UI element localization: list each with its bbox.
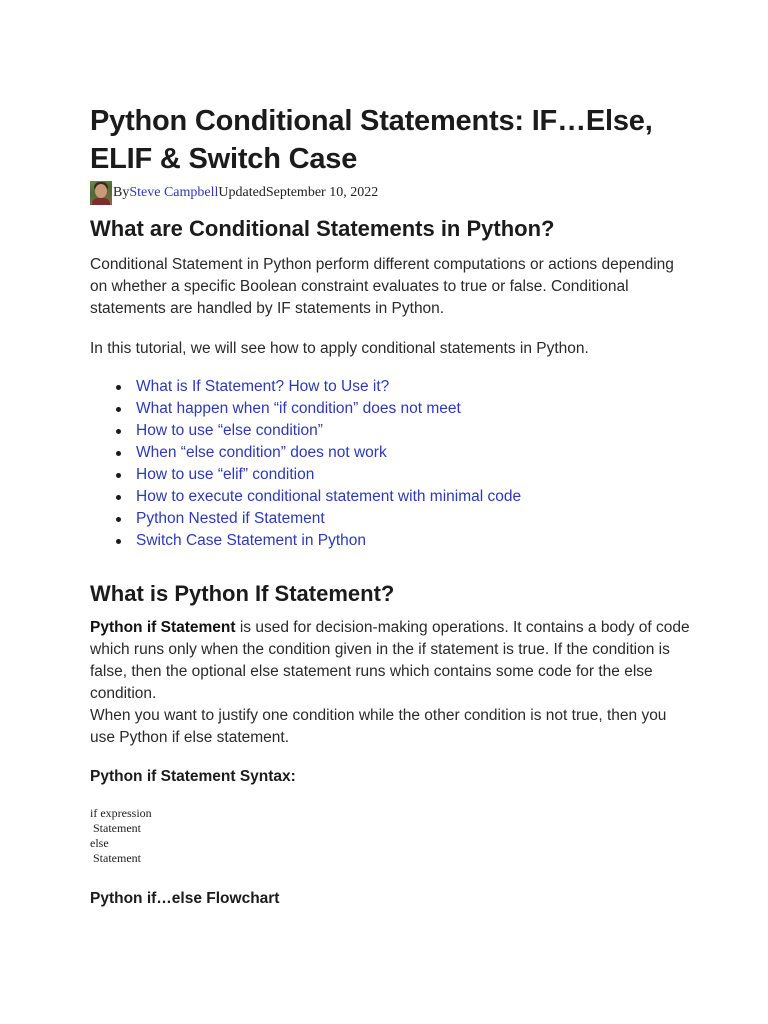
toc-link[interactable]: Switch Case Statement in Python (136, 530, 521, 552)
syntax-code-block (90, 806, 152, 866)
code-line: Statement (90, 821, 141, 835)
byline-updated-label: Updated (218, 185, 266, 200)
byline (90, 180, 378, 206)
toc-link[interactable]: How to use “elif” condition (136, 464, 521, 486)
section-heading-conditional-statements: What are Conditional Statements in Python? (90, 216, 555, 241)
tutorial-paragraph: In this tutorial, we will see how to apply conditional statements in Python. (90, 340, 589, 357)
toc-link[interactable]: Python Nested if Statement (136, 508, 521, 530)
if-statement-description: is used for decision-making operations. It contains a body of code which runs only when the condition given in the if statement is true. If the condition is false, then the optional else statement runs which contains some code for the else condition. (90, 619, 690, 702)
toc-link[interactable]: What is If Statement? How to Use it? (136, 376, 521, 398)
toc-link[interactable]: How to use “else condition” (136, 420, 521, 442)
author-link[interactable]: Steve Campbell (129, 185, 219, 200)
code-line: Statement (90, 851, 141, 865)
toc-link[interactable]: How to execute conditional statement with minimal code (136, 486, 521, 508)
toc-link[interactable]: What happen when “if condition” does not meet (136, 398, 521, 420)
if-statement-bold-lead: Python if Statement (90, 619, 236, 636)
flowchart-heading: Python if…else Flowchart (90, 890, 280, 907)
if-statement-paragraph (90, 617, 690, 705)
code-line: if expression (90, 806, 152, 820)
author-avatar[interactable] (90, 181, 112, 205)
byline-date: September 10, 2022 (265, 185, 379, 200)
toc-link[interactable]: When “else condition” does not work (136, 442, 521, 464)
intro-paragraph: Conditional Statement in Python perform different computations or actions depending on whether a specific Boolean constraint evaluates to true or false. Conditional statements are handled by IF statements in Python. (90, 256, 674, 317)
byline-by: By (113, 185, 130, 200)
article-title: Python Conditional Statements: IF…Else, ELIF & Switch Case (90, 105, 653, 175)
justify-condition-paragraph: When you want to justify one condition while the other condition is not true, then you use Python if else statement. (90, 707, 667, 746)
syntax-heading: Python if Statement Syntax: (90, 768, 296, 785)
table-of-contents (112, 376, 521, 552)
code-line: else (90, 836, 109, 850)
section-heading-if-statement: What is Python If Statement? (90, 581, 395, 606)
